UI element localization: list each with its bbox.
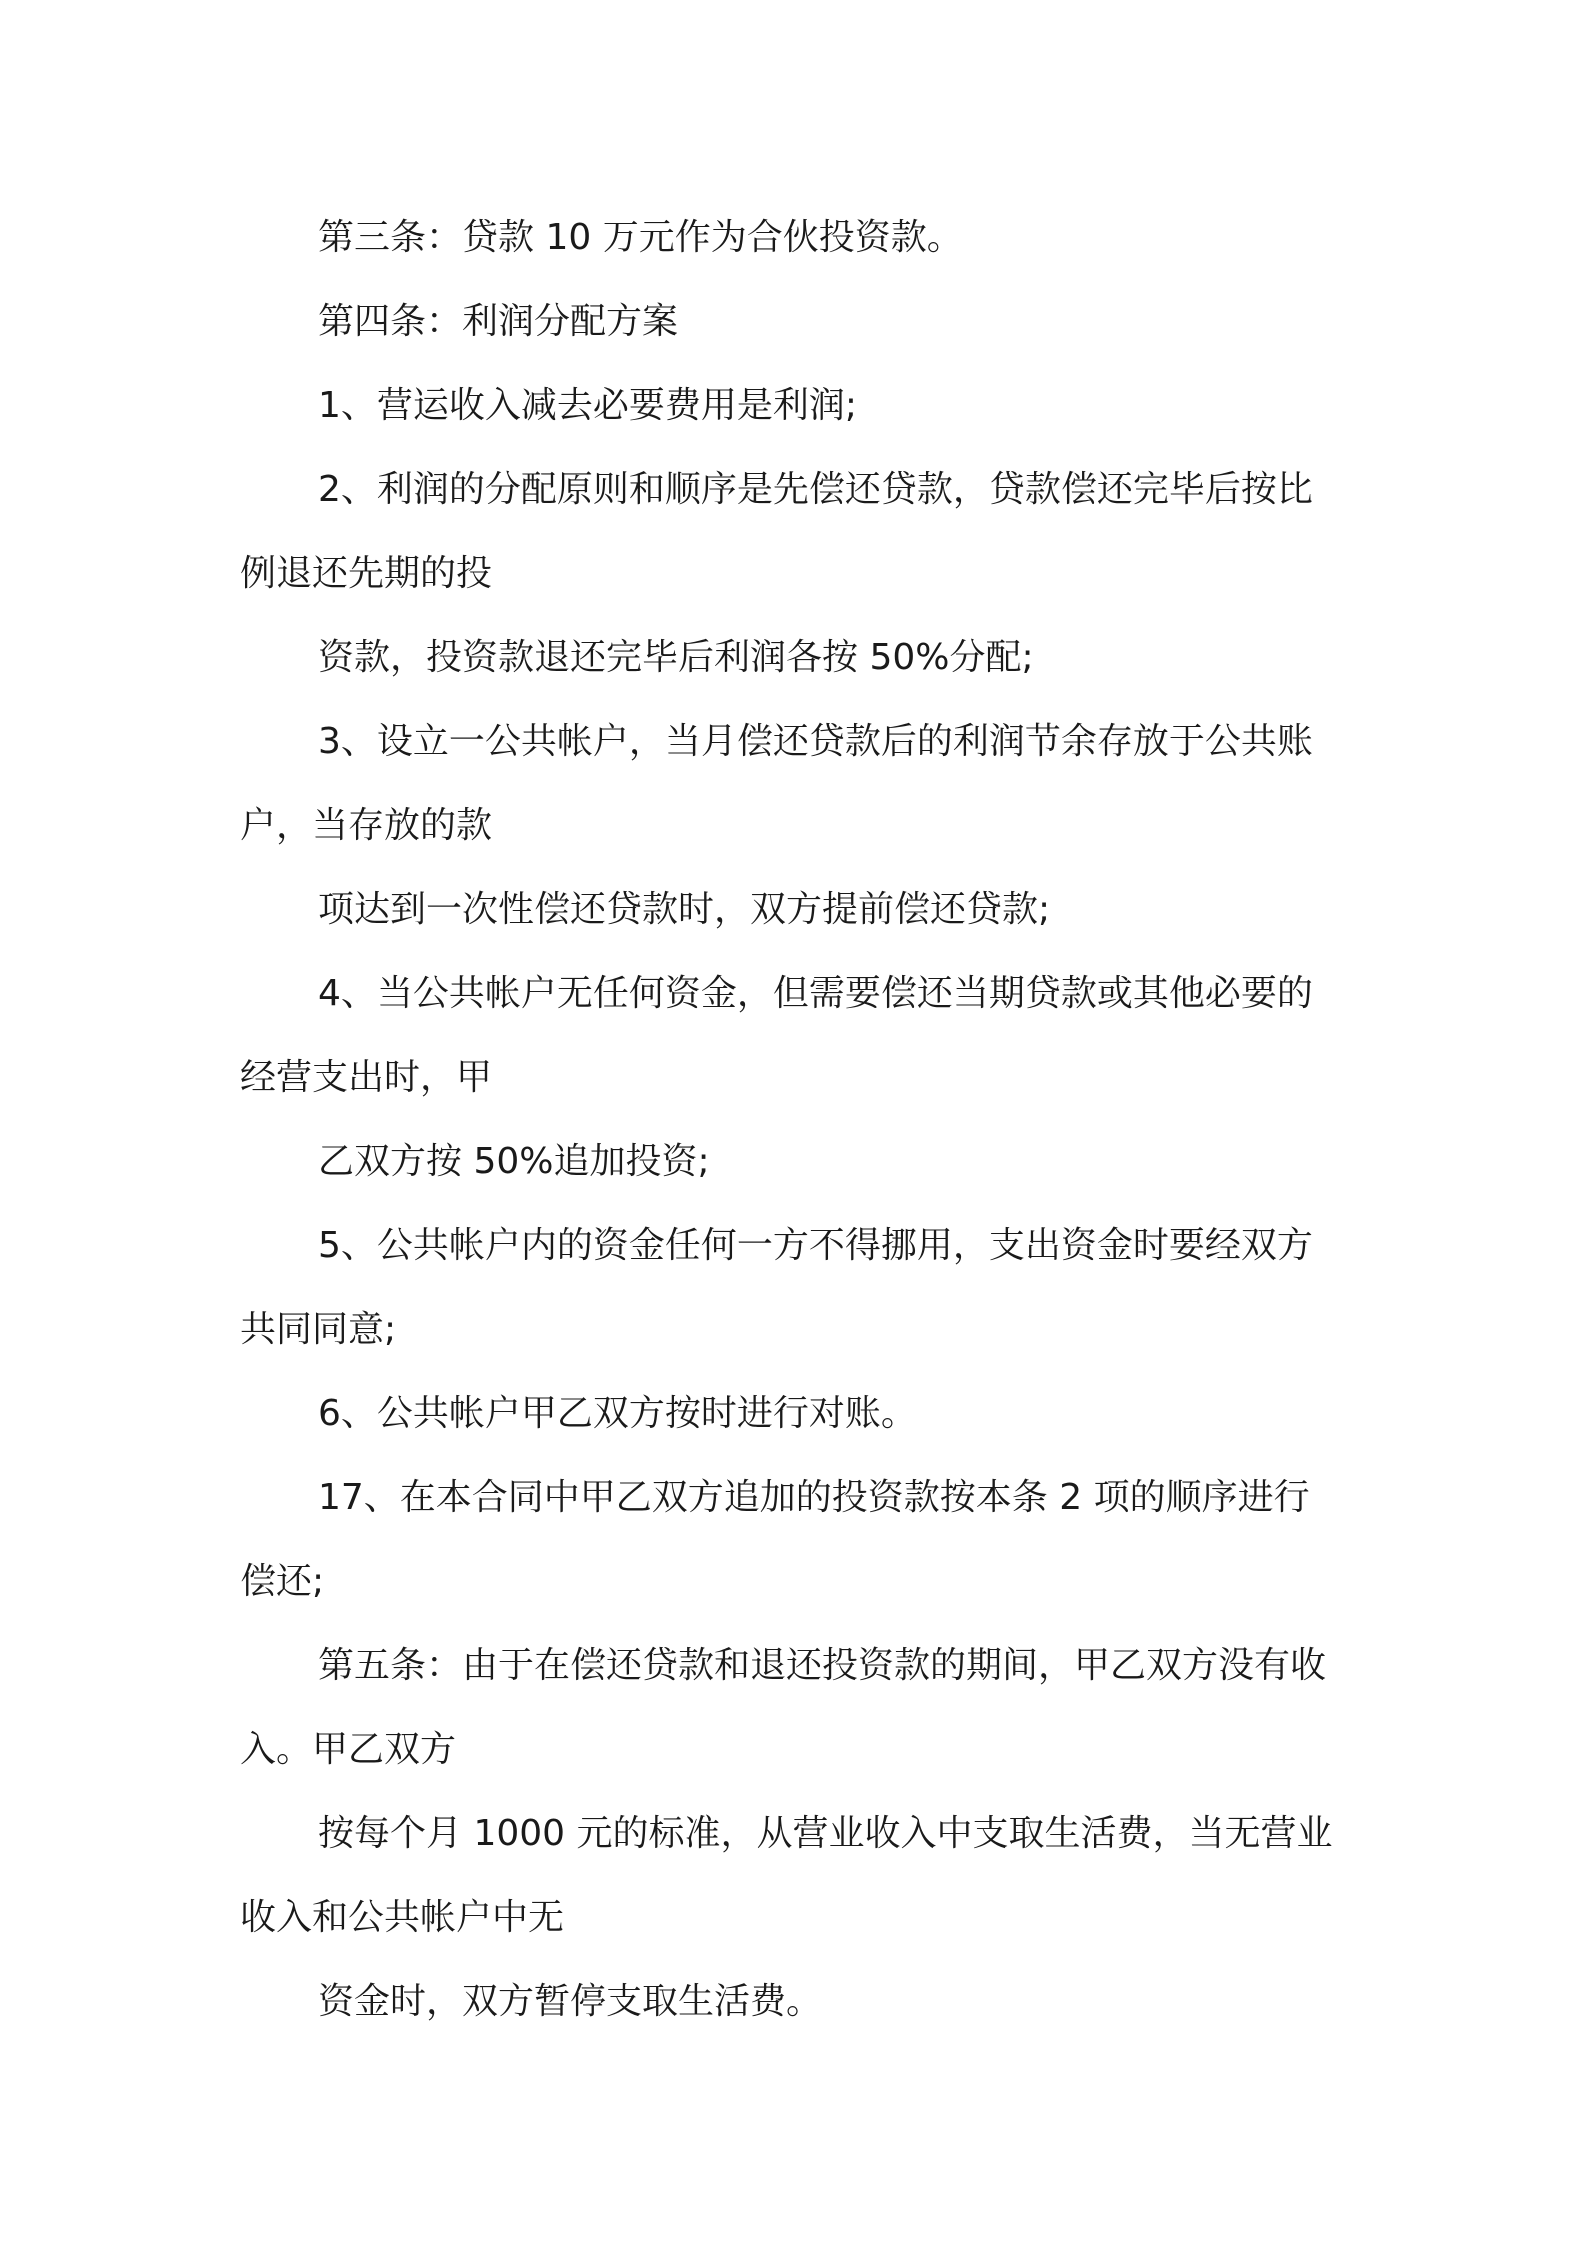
text-line: 经营支出时，甲	[240, 1057, 493, 1098]
document-body	[240, 196, 1360, 2044]
text-line: 第四条：利润分配方案	[318, 301, 679, 342]
text-line: 2、利润的分配原则和顺序是先偿还贷款，贷款偿还完毕后按比	[318, 469, 1313, 510]
text-line: 资金时，双方暂停支取生活费。	[318, 1981, 823, 2022]
text-line: 1、营运收入减去必要费用是利润;	[318, 385, 858, 426]
text-line: 第三条：贷款 10 万元作为合伙投资款。	[318, 217, 963, 258]
text-line: 资款，投资款退还完毕后利润各按 50%分配;	[318, 637, 1034, 678]
text-line: 乙双方按 50%追加投资;	[318, 1141, 710, 1182]
text-line: 6、公共帐户甲乙双方按时进行对账。	[318, 1393, 917, 1434]
text-line: 收入和公共帐户中无	[240, 1897, 565, 1938]
text-line: 户，当存放的款	[240, 805, 493, 846]
text-line: 3、设立一公共帐户，当月偿还贷款后的利润节余存放于公共账	[318, 721, 1313, 762]
text-line: 5、公共帐户内的资金任何一方不得挪用，支出资金时要经双方	[318, 1225, 1313, 1266]
text-line: 例退还先期的投	[240, 553, 493, 594]
text-line: 17、在本合同中甲乙双方追加的投资款按本条 2 项的顺序进行	[318, 1477, 1310, 1518]
text-line: 4、当公共帐户无任何资金，但需要偿还当期贷款或其他必要的	[318, 973, 1313, 1014]
text-line: 偿还;	[240, 1561, 325, 1602]
text-line: 共同同意;	[240, 1309, 397, 1350]
text-line: 入。甲乙双方	[240, 1729, 457, 1770]
text-line: 按每个月 1000 元的标准，从营业收入中支取生活费，当无营业	[318, 1813, 1333, 1854]
text-line: 第五条：由于在偿还贷款和退还投资款的期间，甲乙双方没有收	[318, 1645, 1327, 1686]
text-line: 项达到一次性偿还贷款时，双方提前偿还贷款;	[318, 889, 1051, 930]
